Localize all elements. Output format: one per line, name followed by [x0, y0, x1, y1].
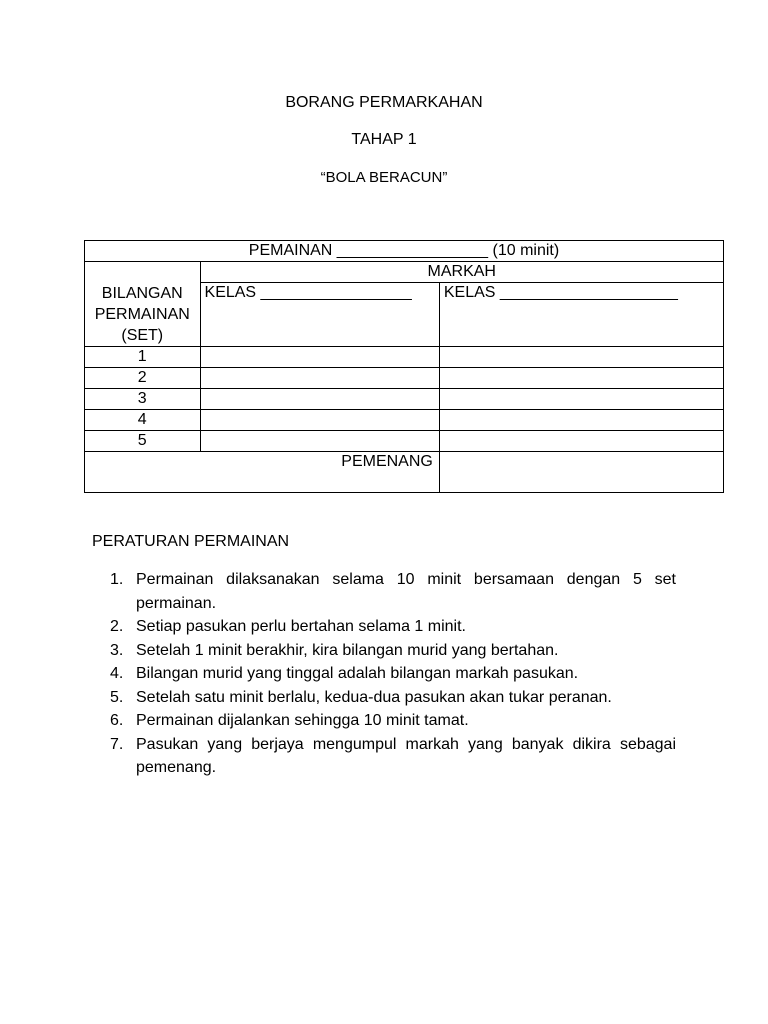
- set-number: 5: [85, 431, 201, 452]
- games-count-header-line1: BILANGAN: [101, 285, 183, 302]
- rules-list: [110, 568, 676, 780]
- class-b-score-cell: [439, 389, 723, 410]
- set-number: 2: [85, 368, 201, 389]
- class-b-score-cell: [439, 431, 723, 452]
- rule-item: [110, 615, 676, 639]
- rules-heading: PERATURAN PERMAINAN: [92, 533, 290, 550]
- class-a-score-cell: [200, 410, 439, 431]
- rule-text: Setelah 1 minit berakhir, kira bilangan murid yang bertahan.: [136, 641, 559, 659]
- rule-item: [110, 639, 676, 663]
- set-row: [85, 389, 724, 410]
- set-row: [85, 368, 724, 389]
- rule-text: Setiap pasukan perlu bertahan selama 1 minit.: [136, 618, 466, 635]
- class-b-label: KELAS ____________________: [439, 283, 723, 347]
- rule-item: [110, 733, 676, 780]
- marks-header-row: [85, 262, 724, 283]
- rule-number: 5.: [110, 688, 124, 706]
- set-number: 1: [85, 347, 201, 368]
- winner-cell: [439, 452, 723, 493]
- rule-number: 7.: [110, 735, 124, 753]
- rule-number: 1.: [110, 571, 124, 588]
- rule-number: 6.: [110, 712, 124, 729]
- players-cell: PEMAINAN _________________ (10 minit): [85, 241, 724, 262]
- rule-text: Permainan dijalankan sehingga 10 minit tamat.: [136, 712, 469, 729]
- rule-number: 4.: [110, 665, 124, 682]
- form-title: BORANG PERMARKAHAN: [285, 94, 483, 111]
- rule-item: [110, 662, 676, 686]
- winner-label: PEMENANG: [85, 452, 440, 493]
- games-count-header-line3: (SET): [121, 327, 164, 344]
- set-row: [85, 431, 724, 452]
- players-row: [85, 241, 724, 262]
- class-a-score-cell: [200, 431, 439, 452]
- class-b-score-cell: [439, 410, 723, 431]
- class-a-score-cell: [200, 368, 439, 389]
- rule-text: Setelah satu minit berlalu, kedua-dua pasukan akan tukar peranan.: [136, 688, 612, 706]
- class-a-label: KELAS _________________: [200, 283, 439, 347]
- set-number: 4: [85, 410, 201, 431]
- games-count-header-line2: PERMAINAN: [94, 306, 190, 323]
- rule-item: [110, 686, 676, 710]
- rule-item: [110, 568, 676, 615]
- class-b-score-cell: [439, 368, 723, 389]
- rule-text: Bilangan murid yang tinggal adalah bilangan markah pasukan.: [136, 665, 579, 682]
- set-number: 3: [85, 389, 201, 410]
- rule-text: Pasukan yang berjaya mengumpul markah yang banyak dikira sebagai pemenang.: [136, 735, 676, 776]
- class-b-score-cell: [439, 347, 723, 368]
- set-row: [85, 347, 724, 368]
- rule-number: 2.: [110, 618, 124, 635]
- rule-item: [110, 709, 676, 733]
- rule-number: 3.: [110, 641, 124, 659]
- set-row: [85, 410, 724, 431]
- class-a-score-cell: [200, 389, 439, 410]
- score-table: [84, 240, 724, 493]
- class-a-score-cell: [200, 347, 439, 368]
- rule-text: Permainan dilaksanakan selama 10 minit bersamaan dengan 5 set permainan.: [136, 571, 676, 612]
- games-count-header: [85, 262, 201, 347]
- stage-title: TAHAP 1: [351, 131, 417, 148]
- winner-row: [85, 452, 724, 493]
- marks-header: MARKAH: [200, 262, 723, 283]
- game-name: “BOLA BERACUN”: [320, 169, 448, 186]
